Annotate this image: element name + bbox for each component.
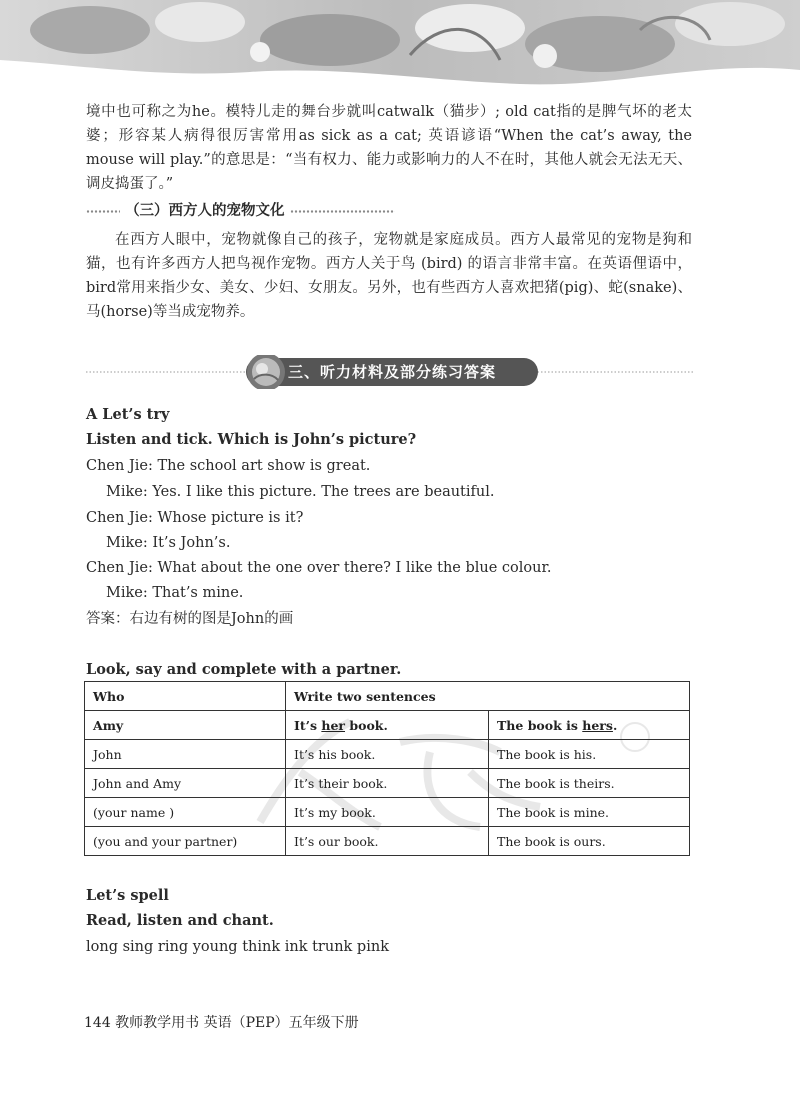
cell-who: (you and your partner) [85, 827, 286, 856]
chant-words: long sing ring young think ink trunk pink [86, 939, 389, 955]
cell-sentence-1: It’s my book. [286, 798, 489, 827]
intro-paragraph: 境中也可称之为he。模特儿走的舞台步就叫catwalk（猫步）; old cat指的是脾气坏的老太婆；形容某人病得很厉害常用as sick as a cat; 英语谚语“When the cat’s away, the mouse will play.”的意思是：“当有权力、能力或影响力的人不在时，其他人就会无法无天、调皮捣蛋了。” [86, 104, 692, 192]
header-banner-illustration [0, 0, 800, 92]
spell-title: Let’s spell [86, 887, 169, 904]
spell-instruction: Read, listen and chant. [86, 912, 274, 929]
pet-culture-paragraph: 在西方人眼中，宠物就像自己的孩子，宠物就是家庭成员。西方人最常见的宠物是狗和猫，也有许多西方人把鸟视作宠物。西方人关于鸟 (bird) 的语言非常丰富。在英语俚语中，bird常用来指少女、美女、少妇、女朋友。另外，也有些西方人喜欢把猪(pig)、蛇(snake)、马(horse)等当成宠物养。 [86, 232, 692, 320]
cell-who: John and Amy [85, 769, 286, 798]
cell-sentence-1: It’s their book. [286, 769, 489, 798]
cell-sentence-2: The book is theirs. [489, 769, 690, 798]
header-who: Who [85, 682, 286, 711]
dialogue-line: Chen Jie: What about the one over there? I like the blue colour. [86, 560, 552, 576]
section-heading: 三、听力材料及部分练习答案 [288, 363, 497, 381]
possessive-table [84, 681, 690, 856]
cell-who: Amy [85, 711, 286, 740]
table-row [85, 769, 690, 798]
cell-sentence-2: The book is his. [489, 740, 690, 769]
dialogue-line: Mike: It’s John’s. [106, 535, 231, 551]
subsection-heading [86, 199, 416, 223]
cell-sentence-2: The book is ours. [489, 827, 690, 856]
page-footer: 144 教师教学用书 英语（PEP）五年级下册 [84, 1015, 359, 1031]
cell-who: (your name ) [85, 798, 286, 827]
table-row [85, 711, 690, 740]
header-write-sentences: Write two sentences [286, 682, 690, 711]
table-header-row [85, 682, 690, 711]
table-row [85, 798, 690, 827]
cell-sentence-1: It’s his book. [286, 740, 489, 769]
cell-sentence-1: It’s our book. [286, 827, 489, 856]
cell-sentence-1: It’s her book. [286, 711, 489, 740]
cell-who: John [85, 740, 286, 769]
subsection-title: （三）西方人的宠物文化 [125, 202, 285, 219]
dialogue-line: Mike: Yes. I like this picture. The trees are beautiful. [106, 484, 495, 500]
dialogue-line: Chen Jie: Whose picture is it? [86, 510, 304, 526]
table-instruction: Look, say and complete with a partner. [86, 661, 402, 678]
table-row [85, 740, 690, 769]
cell-sentence-2: The book is hers. [489, 711, 690, 740]
part-a-title: A Let’s try [86, 406, 170, 423]
answer-line: 答案：右边有树的图是John的画 [86, 611, 294, 627]
wavy-rule-left [86, 209, 120, 214]
wavy-rule-right [290, 209, 395, 214]
dialogue-line: Mike: That’s mine. [106, 585, 244, 601]
cell-sentence-2: The book is mine. [489, 798, 690, 827]
dialogue-line: Chen Jie: The school art show is great. [86, 458, 371, 474]
table-row [85, 827, 690, 856]
part-a-instruction: Listen and tick. Which is John’s picture? [86, 431, 417, 448]
